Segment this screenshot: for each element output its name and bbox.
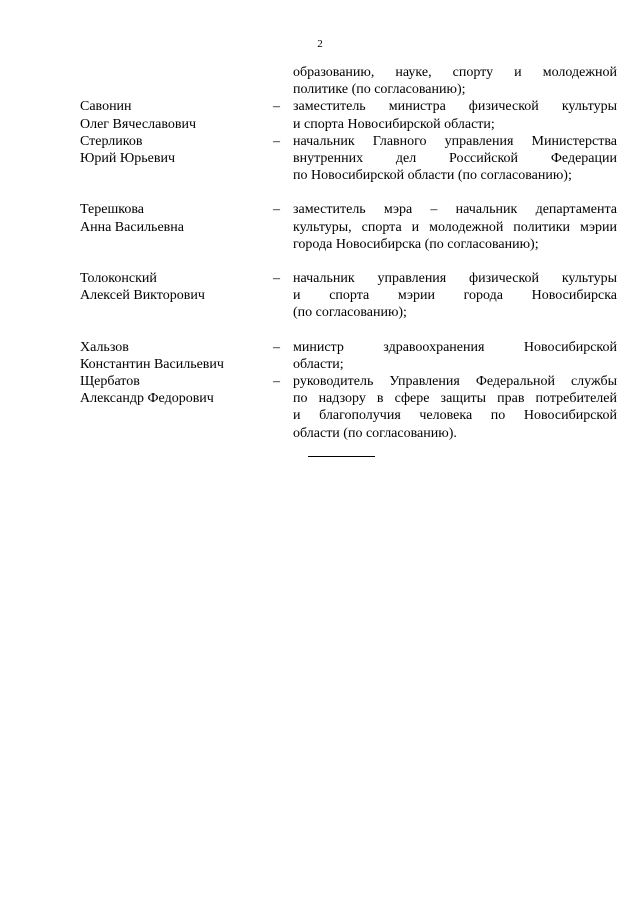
member-position: министр здравоохранения Новосибирской области;: [293, 339, 617, 372]
dash: –: [273, 99, 280, 115]
dash: –: [273, 339, 280, 355]
dash: –: [273, 202, 280, 218]
member-position: заместитель мэра – начальник департамента культуры, спорта и молодежной политики мэрии города Новосибирска (по согласованию);: [293, 202, 617, 252]
member-name: [80, 201, 260, 253]
member-row: [80, 201, 617, 253]
member-name: [80, 339, 260, 373]
member-name: [80, 373, 260, 442]
member-row: [80, 339, 617, 373]
member-given-names: Алексей Викторович: [80, 288, 205, 304]
intro-row: [80, 64, 617, 98]
intro-text: образованию, науке, спорту и молодежной политике (по согласованию);: [293, 65, 617, 98]
member-position: заместитель министра физической культуры и спорта Новосибирской области;: [293, 99, 617, 132]
member-given-names: Юрий Юрьевич: [80, 151, 176, 167]
member-row: [80, 373, 617, 442]
member-surname: Стерликов: [80, 133, 143, 149]
member-row: [80, 270, 617, 322]
member-name: [80, 133, 260, 185]
member-row: [80, 133, 617, 185]
page-number: 2: [317, 38, 323, 50]
member-given-names: Александр Федорович: [80, 391, 214, 407]
member-surname: Толоконский: [80, 271, 157, 287]
member-given-names: Олег Вячеславович: [80, 116, 197, 132]
member-surname: Терешкова: [80, 202, 144, 218]
member-given-names: Анна Васильевна: [80, 219, 184, 235]
member-row: [80, 98, 617, 132]
member-list: [80, 64, 617, 442]
member-surname: Савонин: [80, 99, 132, 115]
dash: –: [273, 133, 280, 149]
member-surname: Хальзов: [80, 339, 129, 355]
dash: –: [273, 271, 280, 287]
member-name: [80, 98, 260, 132]
member-position: начальник управления физической культуры и спорта мэрии города Новосибирска (по согласованию);: [293, 271, 617, 321]
member-surname: Щербатов: [80, 374, 140, 390]
closing-separator-line: [308, 456, 375, 457]
member-position: начальник Главного управления Министерства внутренних дел Российской Федерации по Новосибирской области (по согласованию);: [293, 133, 617, 184]
member-position: руководитель Управления Федеральной службы по надзору в сфере защиты прав потребителей и благополучия человека по Новосибирской области (по согласованию).: [293, 374, 617, 441]
dash: –: [273, 374, 280, 390]
member-given-names: Константин Васильевич: [80, 356, 224, 372]
member-name: [80, 270, 260, 322]
